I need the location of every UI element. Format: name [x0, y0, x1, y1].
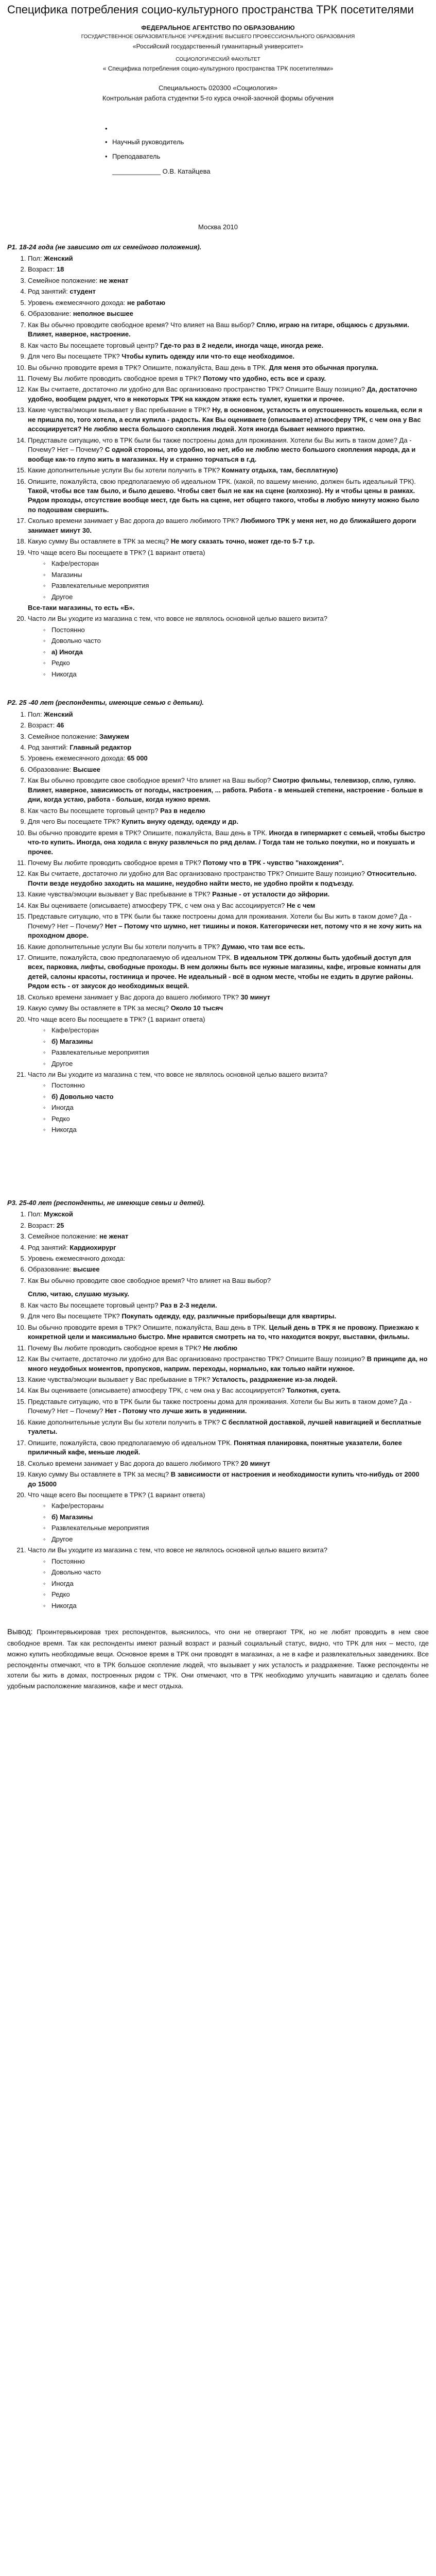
conclusion: [7, 1626, 429, 1692]
r3-q20-option: ◦ Развлекательные мероприятия: [43, 1523, 429, 1533]
r3-q9: 9. Для чего Вы посещаете ТРК? Покупать одежду, еду, различные приборы/вещи для квартиры.: [28, 1312, 429, 1321]
r2-q10: 10. Вы обычно проводите время в ТРК? Опишите, пожалуйста, Ваш день в ТРК. Иногда в гипермаркет с семьей, чтобы быстро что-то купить. Иногда, она ходила с внуку развлечься по ряд делам. / Тогда там не только покупки, но и покушать и прочее.: [28, 828, 429, 857]
r1-q19: 19. Что чаще всего Вы посещаете в ТРК? (1 вариант ответа) ◦ Кафе/ресторан ◦ Магазины ◦ Развлекательные мероприятия ◦ Другое Все-таки магазины, то есть «Б».: [28, 548, 429, 613]
r2-q18: 18. Сколько времени занимает у Вас дорога до вашего любимого ТРК? 30 минут: [28, 993, 429, 1002]
r2-q7: 7. Как Вы обычно проводите свое свободное время? Что влияет на Ваш выбор? Смотрю фильмы, телевизор, сплю, гуляю. Влияет, наверное, зависимость от погоды, настроения, ... работа. Работа - в меньшей степени, настроение - больше в дни, когда устаю, работа - больше, когда нужно время.: [28, 776, 429, 804]
r1-q18: 18. Какую сумму Вы оставляете в ТРК за месяц? Не могу сказать точно, может где-то 5-7 т.р.: [28, 537, 429, 546]
r2-q6: 6. Образование: Высшее: [28, 765, 429, 774]
respondent-2-answers: [7, 710, 429, 1135]
r3-q20-option: ◦ Другое: [43, 1535, 429, 1544]
r2-q21-option: ◦ Постоянно: [43, 1081, 429, 1090]
r3-q4: 4. Род занятий: Кардиохирург: [28, 1243, 429, 1252]
advisor-label: • Научный руководитель: [105, 138, 429, 147]
r2-q4: 4. Род занятий: Главный редактор: [28, 743, 429, 752]
r3-q17: 17. Опишите, пожалуйста, свою предполагаемую об идеальном ТРК. Понятная планировка, понятные указатели, более приличный кафе, меньше людей.: [28, 1438, 429, 1458]
r3-q18: 18. Сколько времени занимает у Вас дорога до вашего любимого ТРК? 20 минут: [28, 1459, 429, 1468]
r1-q20-option: ◦ Постоянно: [43, 625, 429, 635]
page-title: Специфика потребления социо-культурного пространства ТРК посетителями: [7, 3, 414, 16]
r1-q6: 6. Образование: неполное высшее: [28, 309, 429, 318]
r2-q3: 3. Семейное положение: Замужем: [28, 732, 429, 741]
respondent-3-heading: Р3. 25-40 лет (респонденты, не имеющие семьи и детей).: [7, 1198, 205, 1207]
r2-q11: 11. Почему Вы любите проводить свободное время в ТРК? Потому что в ТРК - чувство "нахождения".: [28, 858, 429, 868]
r3-q11: 11. Почему Вы любите проводить свободное время в ТРК? Не люблю: [28, 1344, 429, 1353]
r1-q17: 17. Сколько времени занимает у Вас дорога до вашего любимого ТРК? Любимого ТРК у меня нет, но до ближайшего дороги занимает минут 30.: [28, 516, 429, 535]
conclusion-lead: Вывод:: [7, 1627, 33, 1636]
r2-q20-answer: ◦ б) Магазины: [43, 1037, 429, 1046]
r3-q21-option: ◦ Редко: [43, 1590, 429, 1599]
r2-q14: 14. Как Вы оцениваете (описываете) атмосферу ТРК, с чем она у Вас ассоциируется? Не с чем: [28, 901, 429, 910]
r1-q16: 16. Опишите, пожалуйста, свою предполагаемую об идеальном ТРК. (какой, по вашему мнению, должен быть идеальный ТРК). Такой, чтобы все там было, и было дешево. Чтобы свет был не как на сцене (колхозно). Ну и чтобы цены в рамках. Рядом проходы, отсутствие вообще мест, где быть на сцене, нет общего такого, чтобы в любую минуту можно было по подошвам свершить.: [28, 477, 429, 515]
r2-q15: 15. Представьте ситуацию, что в ТРК были бы также построены дома для проживания. Хотели бы Вы жить в таком доме? Да - Почему? Нет – Почему? Нет – Потому что шумно, нет тишины и покоя. Категорически нет, потому что я не хочу жить на проходном дворе.: [28, 912, 429, 940]
r2-q20-options: [43, 1026, 429, 1069]
r3-q8: 8. Как часто Вы посещаете торговый центр? Раз в 2-3 недели.: [28, 1301, 429, 1310]
r2-q20-option: ◦ Кафе/ресторан: [43, 1026, 429, 1035]
r1-q19-option: ◦ Магазины: [43, 570, 429, 580]
r1-q11: 11. Почему Вы любите проводить свободное время в ТРК? Потому что удобно, есть все и сразу.: [28, 374, 429, 383]
r1-q13: 13. Какие чувства/эмоции вызывает у Вас пребывание в ТРК? Ну, в основном, усталость и опустошенность кошелька, если я не пришла по, того хотела, а если купила - радость. Как Вы оцениваете (описываете) атмосферу ТРК, с чем она у Вас ассоциируется? Не люблю места большого скопления людей. Хотя иногда бывает немного приятно.: [28, 405, 429, 434]
r2-q20-option: ◦ Развлекательные мероприятия: [43, 1048, 429, 1057]
r3-q2: 2. Возраст: 25: [28, 1221, 429, 1230]
specialty: Специальность 020300 «Социология»: [159, 83, 277, 92]
people-list: [105, 124, 429, 162]
r1-q19-option: ◦ Развлекательные мероприятия: [43, 581, 429, 590]
r1-q20: 20. Часто ли Вы уходите из магазина с тем, что вовсе не являлось основной целью вашего визита? ◦ Постоянно ◦ Довольно часто ◦ а) Иногда ◦ Редко ◦ Никогда: [28, 614, 429, 679]
r2-q9: 9. Для чего Вы посещаете ТРК? Купить внуку одежду, одежду и др.: [28, 817, 429, 826]
r3-q19: 19. Какую сумму Вы оставляете в ТРК за месяц? В зависимости от настроения и необходимости купить что-нибудь от 2000 до 15000: [28, 1470, 429, 1489]
r2-q20: 20. Что чаще всего Вы посещаете в ТРК? (1 вариант ответа) ◦ Кафе/ресторан ◦ б) Магазины ◦ Развлекательные мероприятия ◦ Другое: [28, 1015, 429, 1069]
r2-q21-option: ◦ Никогда: [43, 1125, 429, 1134]
r1-q2: 2. Возраст: 18: [28, 265, 429, 274]
r1-q7: 7. Как Вы обычно проводите свободное время? Что влияет на Ваш выбор? Сплю, играю на гитаре, общаюсь с друзьями. Влияет, наверное, настроение.: [28, 320, 429, 340]
r3-q21-option: ◦ Постоянно: [43, 1557, 429, 1566]
r1-q19-options: [43, 559, 429, 602]
r2-q21-option: ◦ Иногда: [43, 1103, 429, 1112]
work-title: « Специфика потребления социо-культурного пространства ТРК посетителями»: [102, 64, 334, 72]
r3-q21-options: [43, 1557, 429, 1611]
r3-q12: 12. Как Вы считаете, достаточно ли удобно для Вас организовано пространство ТРК? Опишите Вашу позицию? В принципе да, но много неудобных моментов, пропусков, наприм. переходы, нормально, как только найти нужное.: [28, 1354, 429, 1374]
r3-q1: 1. Пол: Мужской: [28, 1210, 429, 1219]
r1-q20-answer: ◦ а) Иногда: [43, 648, 429, 657]
r1-q20-option: ◦ Редко: [43, 658, 429, 668]
teacher-label: • Преподаватель: [105, 152, 429, 161]
r2-q5: 5. Уровень ежемесячного дохода: 65 000: [28, 754, 429, 763]
r2-q21-option: ◦ Редко: [43, 1114, 429, 1124]
r1-q19-option: ◦ Другое: [43, 592, 429, 602]
r1-q8: 8. Как часто Вы посещаете торговый центр? Где-то раз в 2 недели, иногда чаще, иногда реже.: [28, 341, 429, 350]
r2-q20-option: ◦ Другое: [43, 1059, 429, 1069]
r3-q7: 7. Как Вы обычно проводите свое свободное время? Что влияет на Ваш выбор? Сплю, читаю, слушаю музыку.: [28, 1276, 429, 1299]
r3-q20-answer: ◦ б) Магазины: [43, 1513, 429, 1522]
r3-q6: 6. Образование: высшее: [28, 1265, 429, 1274]
r2-q19: 19. Какую сумму Вы оставляете в ТРК за месяц? Около 10 тысяч: [28, 1004, 429, 1013]
r3-q14: 14. Как Вы оцениваете (описываете) атмосферу ТРК, с чем она у Вас ассоциируется? Толкотня, суета.: [28, 1386, 429, 1395]
r3-q15: 15. Представьте ситуацию, что в ТРК были бы также построены дома для проживания. Хотели бы Вы жить в таком доме? Да - Почему? Нет – Почему? Нет - Потому что лучше жить в уединении.: [28, 1397, 429, 1416]
r1-q19-option: ◦ Кафе/ресторан: [43, 559, 429, 568]
assignment: Контрольная работа студентки 5-го курса очной-заочной формы обучения: [102, 94, 334, 103]
city-year: Москва 2010: [198, 223, 238, 231]
r1-q12: 12. Как Вы считаете, достаточно ли удобно для Вас организовано пространство ТРК? Опишите Вашу позицию? Да, достаточно удобно, вообщем радует, что в некоторых ТРК на каждом этаже есть туалет, кушетки и прочее.: [28, 385, 429, 404]
r3-q10: 10. Вы обычно проводите время в ТРК? Опишите, пожалуйста, Ваш день в ТРК. Целый день в ТРК я не провожу. Приезжаю к конкретной цели и максимально быстро. Мне нравится смотреть на то, что находится вокруг, выставки, фильмы.: [28, 1323, 429, 1342]
agency-name: ФЕДЕРАЛЬНОЕ АГЕНТСТВО ПО ОБРАЗОВАНИЮ: [141, 24, 295, 32]
r3-q20-options: [43, 1501, 429, 1544]
respondent-1-heading: Р1. 18-24 года (не зависимо от их семейного положения).: [7, 243, 202, 251]
r2-q16: 16. Какие дополнительные услуги Вы бы хотели получить в ТРК? Думаю, что там все есть.: [28, 942, 429, 952]
r1-q19-answer: Все-таки магазины, то есть «Б».: [28, 603, 135, 612]
institution-type: ГОСУДАРСТВЕННОЕ ОБРАЗОВАТЕЛЬНОЕ УЧРЕЖДЕНИЕ ВЫСШЕГО ПРОФЕССИОНАЛЬНОГО ОБРАЗОВАНИЯ: [81, 34, 355, 40]
respondent-2: [7, 698, 429, 1135]
r2-q13: 13. Какие чувства/эмоции вызывает у Вас пребывание в ТРК? Разные - от усталости до эйфории.: [28, 890, 429, 899]
title-block: [7, 24, 429, 73]
r3-q13: 13. Какие чувства/эмоции вызывает у Вас пребывание в ТРК? Усталость, раздражение из-за людей.: [28, 1375, 429, 1384]
r3-q7-answer: Сплю, читаю, слушаю музыку.: [28, 1290, 129, 1298]
r1-q20-options: [43, 625, 429, 679]
r3-q21-option: ◦ Довольно часто: [43, 1568, 429, 1577]
respondent-3: [7, 1198, 429, 1611]
respondent-2-heading: Р2. 25 -40 лет (респонденты, имеющие семью с детьми).: [7, 699, 204, 707]
r2-q2: 2. Возраст: 46: [28, 721, 429, 730]
r1-q10: 10. Вы обычно проводите время в ТРК? Опишите, пожалуйста, Ваш день в ТРК. Для меня это обычная прогулка.: [28, 363, 429, 372]
respondent-3-answers: [7, 1210, 429, 1611]
r1-q9: 9. Для чего Вы посещаете ТРК? Чтобы купить одежду или что-то еще необходимое.: [28, 352, 429, 361]
r2-q21: 21. Часто ли Вы уходите из магазина с тем, что вовсе не являлось основной целью вашего визита? ◦ Постоянно ◦ б) Довольно часто ◦ Иногда ◦ Редко ◦ Никогда: [28, 1070, 429, 1135]
r2-q8: 8. Как часто Вы посещаете торговый центр? Раз в неделю: [28, 806, 429, 816]
teacher-name: _____________ О.В. Катайцева: [112, 167, 211, 175]
respondent-1: [7, 243, 429, 680]
r3-q20: 20. Что чаще всего Вы посещаете в ТРК? (1 вариант ответа) ◦ Кафе/рестораны ◦ б) Магазины ◦ Развлекательные мероприятия ◦ Другое: [28, 1490, 429, 1544]
people-list-blank: [105, 124, 429, 132]
r1-q5: 5. Уровень ежемесячного дохода: не работаю: [28, 298, 429, 308]
r3-q21-option: ◦ Иногда: [43, 1579, 429, 1588]
r1-q1: 1. Пол: Женский: [28, 254, 429, 263]
r1-q20-option: ◦ Довольно часто: [43, 636, 429, 646]
r2-q21-options: [43, 1081, 429, 1134]
r1-q3: 3. Семейное положение: не женат: [28, 276, 429, 285]
r2-q12: 12. Как Вы считаете, достаточно ли удобно для Вас организовано пространство ТРК? Опишите Вашу позицию? Относительно. Почти везде неудобно заходить на машине, неудобно найти место, не удобно пройти к подъезду.: [28, 869, 429, 888]
r1-q15: 15. Какие дополнительные услуги Вы бы хотели получить в ТРК? Комнату отдыха, там, бесплатную): [28, 466, 429, 475]
r3-q5: 5. Уровень ежемесячного дохода:: [28, 1254, 429, 1263]
r1-q14: 14. Представьте ситуацию, что в ТРК были бы также построены дома для проживания. Хотели бы Вы жить в таком доме? Да - Почему? Нет – Почему? С одной стороны, это удобно, но нет, ибо не люблю место большого скопления народа, да и вообще как-то глупо жить в магазинах. Ну и странно торчаться в г.д.: [28, 436, 429, 464]
r3-q20-option: ◦ Кафе/рестораны: [43, 1501, 429, 1511]
r2-q17: 17. Опишите, пожалуйста, свою предполагаемую об идеальном ТРК. В идеальном ТРК должны быть удобный доступ для всех, парковка, лифты, свободные проходы. В нем должны быть все нужные магазины, кафе, игровые комнаты для детей, салоны красоты, гостиница и прочее. Не идеальный - всё в одном месте, чтобы не ездить в другие районы. Рядом есть - от закусок до необходимых вещей.: [28, 953, 429, 991]
conclusion-text: Проинтервьюировав трех респондентов, выяснилось, что они не отвергают ТРК, но не любят проводить в нем свое свободное время. Так как респонденты имеют разный возраст и разный социальный статус, видно, что ТРК для них – место, где можно купить необходимые вещи. Основное время в ТРК они проводят в магазинах, а не в кафе и развлекательных заведениях. Все респонденты отмечают, что в ТРК большое скопление людей, что вызывает у них усталость и раздражение. Также респонденты не хотели бы жить в домах, построенных рядом с ТРК. Они отмечают, что в ТРК необходимо улучшить навигацию и сделать более удобным расположение магазинов, кафе и мест отдыха.: [7, 1628, 429, 1690]
r1-q20-option: ◦ Никогда: [43, 670, 429, 679]
respondent-1-answers: [7, 254, 429, 679]
r3-q16: 16. Какие дополнительные услуги Вы бы хотели получить в ТРК? С бесплатной доставкой, лучшей навигацией и бесплатные туалеты.: [28, 1418, 429, 1437]
faculty-name: СОЦИОЛОГИЧЕСКИЙ ФАКУЛЬТЕТ: [176, 56, 260, 62]
university-name: «Российский государственный гуманитарный университет»: [132, 42, 304, 50]
r3-q3: 3. Семейное положение: не женат: [28, 1232, 429, 1241]
r2-q21-answer: ◦ б) Довольно часто: [43, 1092, 429, 1101]
r3-q21: 21. Часто ли Вы уходите из магазина с тем, что вовсе не являлось основной целью вашего визита? ◦ Постоянно ◦ Довольно часто ◦ Иногда ◦ Редко ◦ Никогда: [28, 1546, 429, 1611]
r1-q4: 4. Род занятий: студент: [28, 287, 429, 296]
r2-q1: 1. Пол: Женский: [28, 710, 429, 719]
r3-q21-option: ◦ Никогда: [43, 1601, 429, 1611]
